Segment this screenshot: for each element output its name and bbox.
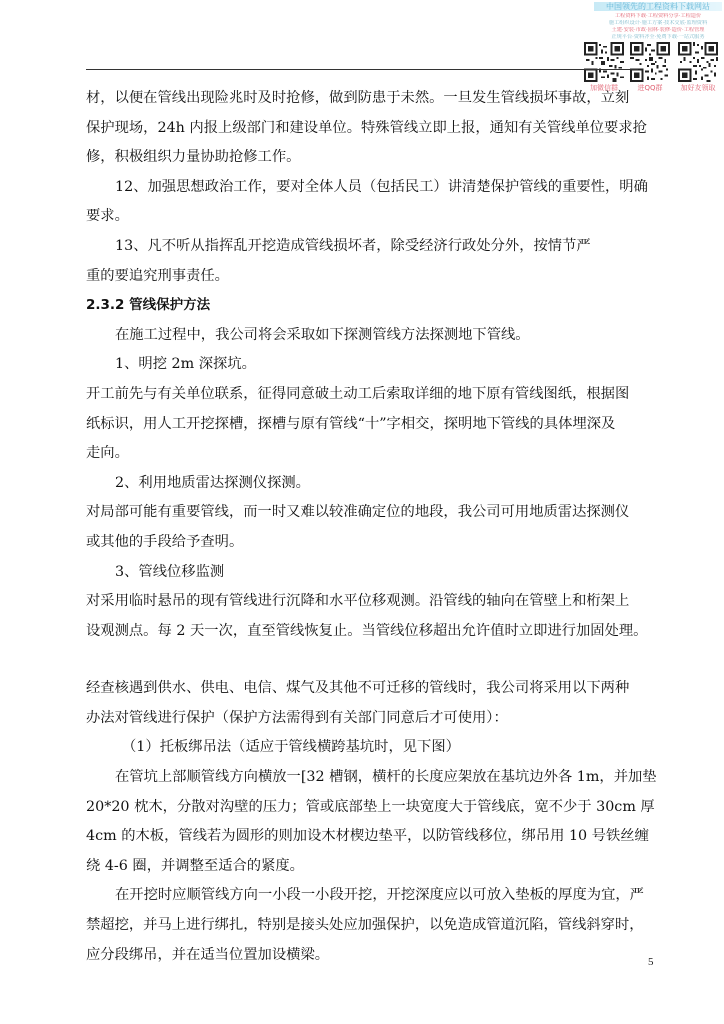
paragraph-line: 经查核遇到供水、供电、电信、煤气及其他不可迁移的管线时，我公司将采用以下两种 [86,680,630,697]
watermark-line: 正规平台·资料齐全·免费下载·一站式服务 [611,34,705,40]
paragraph-line: 对局部可能有重要管线，而一时又难以较准确定位的地段，我公司可用地质雷达探测仪 [86,504,630,521]
paragraph-line: 或其他的手段给予查明。 [86,533,244,550]
paragraph-line: 应分段绑吊，并在适当位置加设横梁。 [86,946,330,963]
paragraph-line: 重的要追究刑事责任。 [86,267,229,284]
list-item-heading: 1、明挖 2m 深探坑。 [115,356,256,373]
paragraph-gap [86,646,646,674]
header-rule [86,69,638,70]
paragraph-line: 材，以便在管线出现险兆时及时抢修，做到防患于未然。一旦发生管线损坏事故，立刻 [86,90,630,106]
watermark-title: 中国领先的工程资料下载网站 [594,2,722,11]
paragraph-line: 13、凡不听从指挥乱开挖造成管线损坏者，除受经济行政处分外，按情节严 [115,237,591,254]
paragraph-line: 12、加强思想政治工作，要对全体人员（包括民工）讲清楚保护管线的重要性，明确 [115,178,648,195]
qr-code-icon[interactable] [630,42,670,82]
paragraph-line: 走向。 [86,445,129,462]
watermark-line: 施工组织设计·施工方案·技术交底·监理资料 [608,20,708,26]
section-heading: 2.3.2 管线保护方法 [86,297,211,314]
paragraph-line: 绕 4-6 圈，并调整至适合的紧度。 [86,857,304,874]
qr-caption: 加微信群 [590,84,618,92]
watermark-banner [582,0,724,96]
qr-caption: 加好友领取 [680,84,716,92]
list-item-heading: 2、利用地质雷达探测仪探测。 [115,474,310,491]
list-item-heading: 3、管线位移监测 [115,563,225,580]
list-item-heading: （1）托板绑吊法（适应于管线横跨基坑时，见下图） [122,739,460,756]
paragraph-line: 设观测点。每 2 天一次，直至管线恢复止。当管线位移超出允许值时立即进行加固处理。 [86,622,648,639]
qr-code-icon[interactable] [678,42,718,82]
paragraph-line: 开工前先与有关单位联系，征得同意破土动工后索取详细的地下原有管线图纸，根据图 [86,385,630,402]
paragraph-line: 在管坑上部顺管线方向横放一[32 槽钢，横杆的长度应架放在基坑边外各 1m，并加垫 [115,769,657,786]
paragraph-line: 修，积极组织力量协助抢修工作。 [86,149,301,166]
paragraph-line: 4cm 的木板，管线若为圆形的则加设木材楔边垫平，以防管线移位，绑吊用 10 号铁丝缠 [86,828,649,845]
page-number: 5 [648,956,654,968]
qr-code-icon[interactable] [584,42,624,82]
paragraph-line: 对采用临时悬吊的现有管线进行沉降和水平位移观测。沿管线的轴向在管壁上和桁架上 [86,593,630,610]
paragraph-line: 纸标识，用人工开挖探槽，探槽与原有管线“十”字相交，探明地下管线的具体埋深及 [86,415,616,432]
paragraph-line: 在施工过程中，我公司将会采取如下探测管线方法探测地下管线。 [115,326,530,343]
paragraph-line: 保护现场，24h 内报上级部门和建设单位。特殊管线立即上报，通知有关管线单位要求抢 [86,119,647,136]
paragraph-line: 要求。 [86,208,129,225]
watermark-line: 土建·安装·市政·园林·装修·造价·工程管理 [611,27,705,33]
paragraph-line: 20*20 枕木，分散对沟壁的压力；管或底部垫上一块宽度大于管线底，宽不少于 30cm 厚 [86,798,655,815]
paragraph-line: 禁超挖，并马上进行绑扎，特别是接头处应加强保护，以免造成管道沉陷，管线斜穿时， [86,917,644,934]
watermark-line: 工程资料下载·工程资料分享·工程造价 [614,13,702,19]
qr-caption: 进QQ群 [637,84,663,92]
paragraph-line: 办法对管线进行保护（保护方法需得到有关部门同意后才可使用）： [86,709,508,726]
paragraph-line: 在开挖时应顺管线方向一小段一小段开挖，开挖深度应以可放入垫板的厚度为宜，严 [115,887,644,904]
